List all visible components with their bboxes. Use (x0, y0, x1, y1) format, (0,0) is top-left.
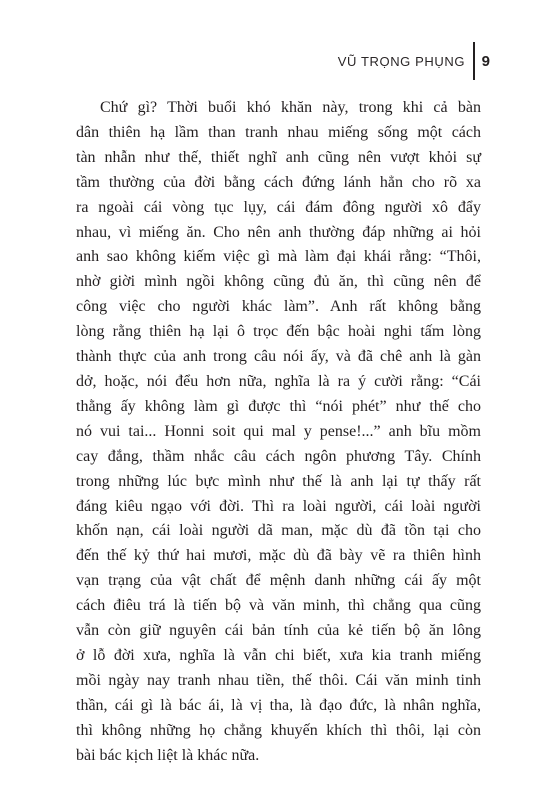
paragraph-line: vạn trạng của vật chất để mệnh danh những cái ấy một (76, 572, 481, 590)
paragraph-line: dở, hoặc, nói đểu hơn nữa, nghĩa là ra ý cười rằng: “Cái (76, 372, 481, 390)
paragraph-line: cách điêu trá là tiến bộ và văn minh, thì chẳng qua cũng (76, 597, 481, 615)
paragraph-line: đến thế kỷ thứ hai mươi, mặc dù đã bày vẽ ra thiên hình (76, 547, 481, 565)
header-divider (473, 42, 475, 80)
paragraph-line: thì không những họ chẳng khuyến khích thì thôi, lại còn (76, 721, 481, 739)
paragraph-line: tàn nhẫn như thế, thiết nghĩ anh cũng nên vượt khỏi sự (76, 148, 481, 166)
paragraph-line: Chứ gì? Thời buổi khó khăn này, trong khi cả bàn (100, 99, 481, 116)
paragraph-line: thần, cái gì là bác ái, là vị tha, là đạo đức, là nhân nghĩa, (76, 696, 481, 714)
paragraph-line: tầm thường của đời bằng cách đứng lánh hẳn cho rõ xa (76, 173, 481, 191)
paragraph-line: đáng kiêu ngạo với đời. Thì ra loài người, cái loài người (76, 497, 481, 515)
paragraph-line: thằng ấy không làm gì được thì “nói phét” như thế cho (76, 397, 481, 415)
paragraph-line: công việc cho người khác làm”. Anh rất không bằng (76, 298, 481, 316)
paragraph-line: thành thực của anh trong câu nói ấy, và đã chê anh là gàn (76, 348, 481, 366)
paragraph-line: cay đắng, thầm nhắc câu cách ngôn phương Tây. Chính (76, 447, 481, 465)
paragraph-line: trong những lúc bực mình như thế là anh lại tự thấy rất (76, 472, 481, 490)
paragraph-line: vẫn còn giữ nguyên cái bản tính của kẻ tiến bộ ăn lông (76, 622, 481, 640)
paragraph-line: ra ngoài cái vòng tục lụy, cái đám đông người xô đẩy (76, 198, 481, 216)
paragraph-line: mồi ngày nay tranh nhau tiền, thế thôi. Cái văn minh tinh (76, 671, 481, 689)
running-header (338, 42, 490, 80)
paragraph-line: dân thiên hạ lầm than tranh nhau miếng sống một cách (76, 123, 481, 141)
paragraph-line: lòng rằng thiên hạ lại ô trọc đến bậc hoài nghi tấm lòng (76, 323, 481, 341)
running-header-author: VŨ TRỌNG PHỤNG (337, 53, 466, 69)
paragraph-line: nhờ giời mình ngồi không cũng đủ ăn, thì cũng nên để (76, 273, 481, 291)
body-paragraph (76, 96, 481, 768)
paragraph-line: nó vui tai... Honni soit qui mal y pense!...” anh bĩu mồm (76, 422, 481, 440)
paragraph-line: bài bác kịch liệt là khác nữa. (76, 746, 260, 764)
paragraph-line: ở lỗ đời xưa, nghĩa là vẫn chi biết, xưa kia tranh miếng (76, 646, 481, 664)
paragraph-line: nhau, vì miếng ăn. Cho nên anh thường đáp những ai hỏi (76, 223, 481, 241)
page-number: 9 (481, 52, 490, 70)
paragraph-line: anh sao không kiếm việc gì mà làm đại khái rằng: “Thôi, (76, 248, 481, 266)
paragraph-line: khốn nạn, cái loài người dã man, mặc dù đã tồn tại cho (76, 522, 481, 540)
